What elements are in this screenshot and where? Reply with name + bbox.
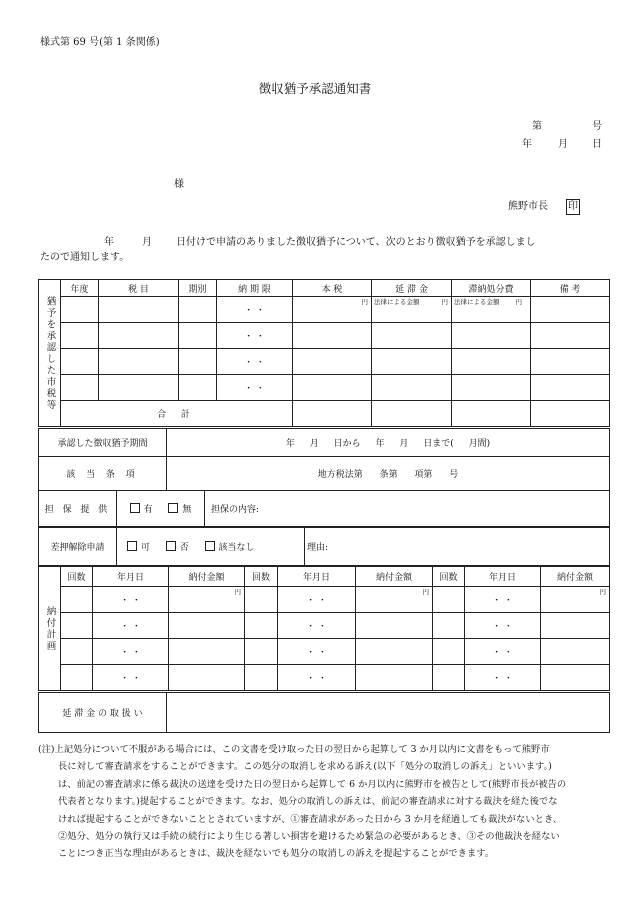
date-month: 月 [558,139,568,150]
table-row [39,375,610,401]
plan-amount[interactable] [541,665,610,691]
seal-mark: 印 [566,199,580,215]
plan-amount[interactable] [541,613,610,639]
header-disposal-cost: 滞納処分費 [452,280,531,297]
collateral-yes-checkbox[interactable] [130,503,140,513]
cell-year[interactable] [61,375,99,401]
seizure-hi-checkbox[interactable] [166,541,176,551]
header-due-date: 納 期 限 [217,280,293,297]
plan-header-count-2: 回数 [245,567,278,587]
table-row [39,323,610,349]
tax-side-label: 猶予を承認した市税等 [39,280,61,427]
cell-due-date[interactable]: ・ ・ [217,297,293,323]
collateral-yes-label: 有 [143,505,153,515]
header-year: 年度 [61,280,99,297]
plan-date[interactable]: ・ ・ [278,613,356,639]
cell-year[interactable] [61,349,99,375]
total-late-fee[interactable] [372,401,452,427]
plan-header-amount-3: 納付金額 [541,567,610,587]
plan-count[interactable] [245,587,278,613]
seizure-na-checkbox[interactable] [205,541,215,551]
collateral-table [38,490,610,527]
note-line: 代表者となります。)提起することができます。なお、処分の取消しの訴えは、前記の審査請求に対する裁決を経た後でな [58,796,558,808]
table-row [39,297,610,323]
note-line: 長に対して審査請求をすることができます。この処分の取消しを求める訴え(以下「処分の取消しの訴え」といいます。) [58,761,552,773]
cell-period[interactable] [179,349,217,375]
total-row [39,401,610,427]
cell-year[interactable] [61,297,99,323]
plan-count[interactable] [433,613,465,639]
cell-disposal-cost[interactable] [452,323,531,349]
header-period: 期別 [179,280,217,297]
table-row [39,587,610,613]
cell-principal[interactable] [293,323,372,349]
seizure-ka-label: 可 [141,543,151,553]
seizure-ka-checkbox[interactable] [127,541,137,551]
plan-date[interactable]: ・ ・ [278,665,356,691]
cell-principal[interactable] [293,375,372,401]
seizure-options [117,528,305,566]
plan-amount[interactable] [169,639,245,665]
cell-period[interactable] [179,375,217,401]
header-late-fee: 延 滞 金 [372,280,452,297]
cell-due-date[interactable]: ・ ・ [217,375,293,401]
cell-late-fee[interactable] [372,323,452,349]
document-title: 徴収猶予承認通知書 [258,81,372,96]
note-line: ことにつき正当な理由があるときは、裁決を経ないでも処分の取消しの訴えを提起することができます。 [58,848,495,860]
date-year: 年 [522,139,532,150]
plan-date[interactable]: ・ ・ [93,587,169,613]
note-line: は、前記の審査請求に係る裁決の送達を受けた日の翌日から起算して 6 か月以内に熊野市を被告として(熊野市長が被告の [58,778,567,790]
plan-amount[interactable] [541,639,610,665]
cell-tax-item[interactable] [99,375,179,401]
note-line: ②処分、処分の執行又は手続の続行により生じる著しい損害を避けるため緊急の必要があるとき、③その他裁決を経ない [58,831,560,843]
cell-disposal-cost[interactable] [452,349,531,375]
plan-header-amount-2: 納付金額 [356,567,433,587]
total-remarks[interactable] [531,401,610,427]
cell-remarks[interactable] [531,297,610,323]
table-row [39,639,610,665]
seizure-label: 差押解除申請 [39,528,117,566]
cell-year[interactable] [61,323,99,349]
tax-table [38,279,610,427]
plan-date[interactable]: ・ ・ [278,639,356,665]
plan-side-label: 納付計画 [39,567,61,691]
addressee-sama: 様 [174,179,184,190]
header-tax-item: 税 目 [99,280,179,297]
table-row [39,613,610,639]
cell-due-date[interactable]: ・ ・ [217,349,293,375]
plan-amount[interactable] [356,639,433,665]
cell-remarks[interactable] [531,349,610,375]
plan-date[interactable]: ・ ・ [465,665,541,691]
plan-count[interactable] [61,665,93,691]
total-principal[interactable] [293,401,372,427]
total-disposal-cost[interactable] [452,401,531,427]
plan-date[interactable]: ・ ・ [465,613,541,639]
cell-due-date[interactable]: ・ ・ [217,323,293,349]
cell-late-fee[interactable] [372,349,452,375]
plan-count[interactable] [61,639,93,665]
seizure-table [38,527,610,566]
cell-period[interactable] [179,297,217,323]
plan-amount[interactable] [356,665,433,691]
header-principal: 本 税 [293,280,372,297]
cell-disposal-cost[interactable] [452,375,531,401]
cell-remarks[interactable] [531,375,610,401]
cell-late-fee[interactable] [372,375,452,401]
collateral-options [117,491,205,527]
seizure-reason[interactable]: 理由: [305,528,610,566]
collateral-no-checkbox[interactable] [168,503,178,513]
header-remarks: 備 考 [531,280,610,297]
plan-count[interactable] [433,665,465,691]
body-text-line1: 日付けで申請のありました徴収猶予について、次のとおり徴収猶予を承認しまし [176,237,536,248]
body-year: 年 [104,237,114,248]
period-value[interactable]: 年 月 日から 年 月 日まで( 月間) [167,429,610,457]
plan-amount[interactable]: 円 [541,587,610,613]
legal-notes [38,741,608,863]
body-month: 月 [142,237,152,248]
plan-count[interactable] [245,639,278,665]
body-text-line2: たので通知します。 [40,252,130,263]
table-row [39,349,610,375]
number-dai: 第 [532,121,542,132]
note-line: (注)上記処分について不服がある場合には、この文書を受け取った日の翌日から起算して 3 か月以内に文書をもって熊野市 [38,744,550,755]
cell-period[interactable] [179,323,217,349]
cell-remarks[interactable] [531,323,610,349]
date-day: 日 [592,139,602,150]
plan-count[interactable] [433,639,465,665]
plan-date[interactable]: ・ ・ [93,665,169,691]
number-go: 号 [592,121,602,132]
mayor-title: 熊野市長 [508,201,548,212]
plan-header-count-3: 回数 [433,567,465,587]
plan-header-amount-1: 納付金額 [169,567,245,587]
cell-disposal-cost[interactable] [452,297,531,323]
table-row [39,665,610,691]
late-fee-value[interactable] [167,693,610,733]
plan-date[interactable]: ・ ・ [465,587,541,613]
plan-date[interactable]: ・ ・ [93,613,169,639]
total-label: 合 計 [61,401,293,427]
late-fee-label: 延 滞 金 の 取 扱 い [39,693,167,733]
collateral-no-label: 無 [182,505,192,515]
plan-date[interactable]: ・ ・ [465,639,541,665]
cell-tax-item[interactable] [99,323,179,349]
late-fee-table [38,692,610,733]
approval-info-table [38,428,610,491]
plan-header-date-1: 年月日 [93,567,169,587]
payment-plan-table [38,566,610,691]
plan-count[interactable] [61,587,93,613]
article-label: 該 当 条 項 [39,457,167,491]
period-label: 承認した徴収猶予期間 [39,429,167,457]
plan-amount[interactable] [169,665,245,691]
seizure-hi-label: 否 [179,543,189,553]
plan-amount[interactable]: 円 [356,587,433,613]
collateral-label: 担 保 提 供 [39,491,117,527]
plan-header-date-3: 年月日 [465,567,541,587]
yen-label: 円 [515,298,522,306]
plan-header-date-2: 年月日 [278,567,356,587]
plan-amount[interactable]: 円 [169,587,245,613]
seizure-na-label: 該当なし [218,543,255,553]
yen-label: 円 [441,298,448,306]
plan-count[interactable] [245,613,278,639]
plan-header-count-1: 回数 [61,567,93,587]
collateral-content[interactable]: 担保の内容: [205,491,610,527]
plan-date[interactable]: ・ ・ [278,587,356,613]
law-amount-label: 法律による金額 [374,298,420,306]
form-number: 様式第 69 号(第 1 条関係) [40,37,160,48]
plan-date[interactable]: ・ ・ [93,639,169,665]
law-amount-label: 法律による金額 [454,298,500,306]
cell-principal[interactable]: 円 [293,297,372,323]
cell-tax-item[interactable] [99,349,179,375]
article-value[interactable]: 地方税法第 条第 項第 号 [167,457,610,491]
note-line: ければ提起することができないこととされていますが、①審査請求があった日から 3 か月を経過しても裁決がないとき、 [58,813,563,825]
cell-principal[interactable] [293,349,372,375]
plan-amount[interactable] [169,613,245,639]
plan-amount[interactable] [356,613,433,639]
plan-count[interactable] [433,587,465,613]
plan-count[interactable] [61,613,93,639]
cell-tax-item[interactable] [99,297,179,323]
cell-late-fee[interactable] [372,297,452,323]
plan-count[interactable] [245,665,278,691]
